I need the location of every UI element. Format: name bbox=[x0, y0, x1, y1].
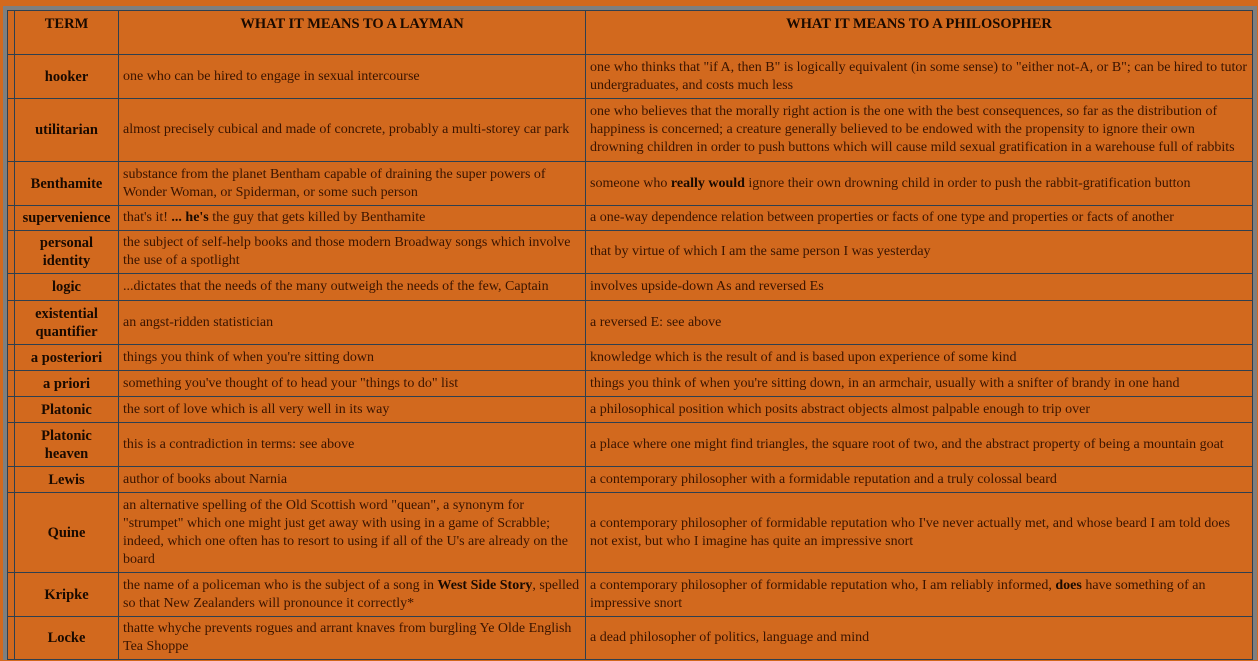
layman-cell bbox=[119, 493, 586, 573]
text-segment: one who thinks that "if A, then B" is logically equivalent (in some sense) to "either not-A, or B"; can be hired to tutor undergraduates, and costs much less bbox=[590, 59, 1248, 93]
text-segment: the subject of self-help books and those modern Broadway songs which involve the use of a spotlight bbox=[123, 235, 571, 268]
spacer-cell bbox=[8, 274, 15, 301]
term-cell: Kripke bbox=[15, 573, 119, 617]
term-cell: Quine bbox=[15, 493, 119, 573]
term-cell: a priori bbox=[15, 371, 119, 397]
bold-text: West Side Story bbox=[437, 577, 533, 593]
text-segment: knowledge which is the result of and is based upon experience of some kind bbox=[590, 349, 1017, 365]
spacer-cell bbox=[8, 397, 15, 423]
philosopher-cell bbox=[586, 206, 1253, 231]
table-row bbox=[8, 274, 1253, 301]
text-segment: that by virtue of which I am the same person I was yesterday bbox=[590, 244, 931, 259]
table-row bbox=[8, 55, 1253, 99]
text-segment: this is a contradiction in terms: see above bbox=[123, 436, 355, 452]
table-row bbox=[8, 301, 1253, 345]
bold-text: does bbox=[1055, 577, 1082, 593]
spacer-cell bbox=[8, 493, 15, 573]
text-segment: a place where one might find triangles, the square root of two, and the abstract property of being a mountain goat bbox=[590, 436, 1224, 452]
term-cell: a posteriori bbox=[15, 345, 119, 371]
glossary-table bbox=[7, 10, 1253, 660]
spacer-cell bbox=[8, 345, 15, 371]
spacer-cell bbox=[8, 617, 15, 660]
term-cell: personal identity bbox=[15, 231, 119, 274]
philosopher-cell bbox=[586, 99, 1253, 162]
philosopher-cell bbox=[586, 345, 1253, 371]
text-segment: that's it! bbox=[123, 210, 172, 225]
layman-cell bbox=[119, 55, 586, 99]
table-row bbox=[8, 371, 1253, 397]
spacer-cell bbox=[8, 11, 15, 55]
text-segment: author of books about Narnia bbox=[123, 471, 288, 487]
layman-cell bbox=[119, 99, 586, 162]
philosopher-cell bbox=[586, 162, 1253, 206]
spacer-cell bbox=[8, 231, 15, 274]
spacer-cell bbox=[8, 55, 15, 99]
text-segment: one who believes that the morally right action is the one with the best consequences, so far as the distribution of happiness is concerned; a creature generally believed to be endowed with the propensity to ignore their own drowning children in order to push buttons which will cause mild sexual gratification in a warehouse full of rabbits bbox=[590, 104, 1235, 155]
layman-cell bbox=[119, 371, 586, 397]
text-segment: something you've thought of to head your "things to do" list bbox=[123, 375, 459, 391]
philosopher-cell bbox=[586, 231, 1253, 274]
text-segment: ignore their own drowning child in order to push the rabbit-gratification button bbox=[744, 175, 1191, 191]
table-row bbox=[8, 467, 1253, 493]
spacer-cell bbox=[8, 423, 15, 467]
text-segment: an alternative spelling of the Old Scottish word "quean", a synonym for "strumpet" which one might just get away with using in a game of Scrabble; indeed, which one often has to resort to using if all of the U's are already on the board bbox=[123, 497, 568, 567]
table-row bbox=[8, 231, 1253, 274]
philosopher-cell bbox=[586, 301, 1253, 345]
text-segment: a reversed E: see above bbox=[590, 314, 722, 330]
header-layman: WHAT IT MEANS TO A LAYMAN bbox=[119, 11, 586, 55]
spacer-cell bbox=[8, 301, 15, 345]
spacer-cell bbox=[8, 573, 15, 617]
table-row bbox=[8, 617, 1253, 660]
layman-cell bbox=[119, 573, 586, 617]
term-cell: logic bbox=[15, 274, 119, 301]
table-row bbox=[8, 493, 1253, 573]
philosopher-cell bbox=[586, 573, 1253, 617]
text-segment: involves upside-down As and reversed Es bbox=[590, 279, 824, 294]
layman-cell bbox=[119, 423, 586, 467]
term-cell: Platonic heaven bbox=[15, 423, 119, 467]
layman-cell bbox=[119, 231, 586, 274]
layman-cell bbox=[119, 274, 586, 301]
term-cell: Benthamite bbox=[15, 162, 119, 206]
table-row bbox=[8, 423, 1253, 467]
table-row bbox=[8, 397, 1253, 423]
text-segment: someone who bbox=[590, 175, 671, 191]
text-segment: the sort of love which is all very well in its way bbox=[123, 401, 390, 417]
philosopher-cell bbox=[586, 274, 1253, 301]
philosopher-cell bbox=[586, 423, 1253, 467]
layman-cell bbox=[119, 206, 586, 231]
layman-cell bbox=[119, 397, 586, 423]
bold-text: really would bbox=[670, 175, 745, 191]
philosopher-cell bbox=[586, 617, 1253, 660]
text-segment: a contemporary philosopher with a formidable reputation and a truly colossal beard bbox=[590, 471, 1057, 487]
spacer-cell bbox=[8, 467, 15, 493]
layman-cell bbox=[119, 345, 586, 371]
header-term: TERM bbox=[15, 11, 119, 55]
text-segment: things you think of when you're sitting down bbox=[123, 349, 375, 365]
table-row bbox=[8, 573, 1253, 617]
philosopher-cell bbox=[586, 371, 1253, 397]
text-segment: a contemporary philosopher of formidable reputation who, I am reliably informed, bbox=[590, 577, 1056, 593]
term-cell: Locke bbox=[15, 617, 119, 660]
text-segment: , spelled so that New Zealanders will pronounce it correctly* bbox=[123, 577, 580, 611]
table-row bbox=[8, 99, 1253, 162]
philosopher-cell bbox=[586, 493, 1253, 573]
philosopher-cell bbox=[586, 55, 1253, 99]
text-segment: the name of a policeman who is the subject of a song in bbox=[123, 577, 438, 593]
text-segment: substance from the planet Bentham capable of draining the super powers of Wonder Woman, or Spiderman, or some such person bbox=[123, 166, 546, 200]
text-segment: thatte whyche prevents rogues and arrant knaves from burgling Ye Olde English Tea Shoppe bbox=[123, 621, 572, 654]
text-segment: a contemporary philosopher of formidable reputation who I've never actually met, and whose beard I am told does not exist, but who I imagine has quite an impressive snort bbox=[590, 515, 1231, 549]
philosopher-cell bbox=[586, 467, 1253, 493]
term-cell: supervenience bbox=[15, 206, 119, 231]
text-segment: a dead philosopher of politics, language and mind bbox=[590, 630, 870, 645]
term-cell: utilitarian bbox=[15, 99, 119, 162]
layman-cell bbox=[119, 617, 586, 660]
table-row bbox=[8, 345, 1253, 371]
spacer-cell bbox=[8, 162, 15, 206]
spacer-cell bbox=[8, 206, 15, 231]
text-segment: an angst-ridden statistician bbox=[123, 314, 274, 330]
text-segment: have something of an impressive snort bbox=[590, 577, 1206, 611]
spacer-cell bbox=[8, 99, 15, 162]
text-segment: things you think of when you're sitting down, in an armchair, usually with a snifter of brandy in one hand bbox=[590, 375, 1180, 391]
layman-cell bbox=[119, 467, 586, 493]
term-cell: Platonic bbox=[15, 397, 119, 423]
text-segment: one who can be hired to engage in sexual intercourse bbox=[123, 68, 420, 84]
term-cell: Lewis bbox=[15, 467, 119, 493]
text-segment: almost precisely cubical and made of concrete, probably a multi-storey car park bbox=[123, 122, 570, 137]
layman-cell bbox=[119, 301, 586, 345]
glossary-table-frame bbox=[3, 6, 1257, 660]
text-segment: a philosophical position which posits abstract objects almost palpable enough to trip over bbox=[590, 401, 1091, 417]
text-segment: the guy that gets killed by Benthamite bbox=[208, 210, 426, 225]
term-cell: existential quantifier bbox=[15, 301, 119, 345]
philosopher-cell bbox=[586, 397, 1253, 423]
header-row bbox=[8, 11, 1253, 55]
header-philosopher: WHAT IT MEANS TO A PHILOSOPHER bbox=[586, 11, 1253, 55]
bold-text: ... he's bbox=[171, 210, 209, 225]
text-segment: a one-way dependence relation between properties or facts of one type and properties or facts of another bbox=[590, 210, 1174, 225]
layman-cell bbox=[119, 162, 586, 206]
table-row bbox=[8, 206, 1253, 231]
table-row bbox=[8, 162, 1253, 206]
term-cell: hooker bbox=[15, 55, 119, 99]
spacer-cell bbox=[8, 371, 15, 397]
text-segment: ...dictates that the needs of the many outweigh the needs of the few, Captain bbox=[123, 279, 549, 294]
